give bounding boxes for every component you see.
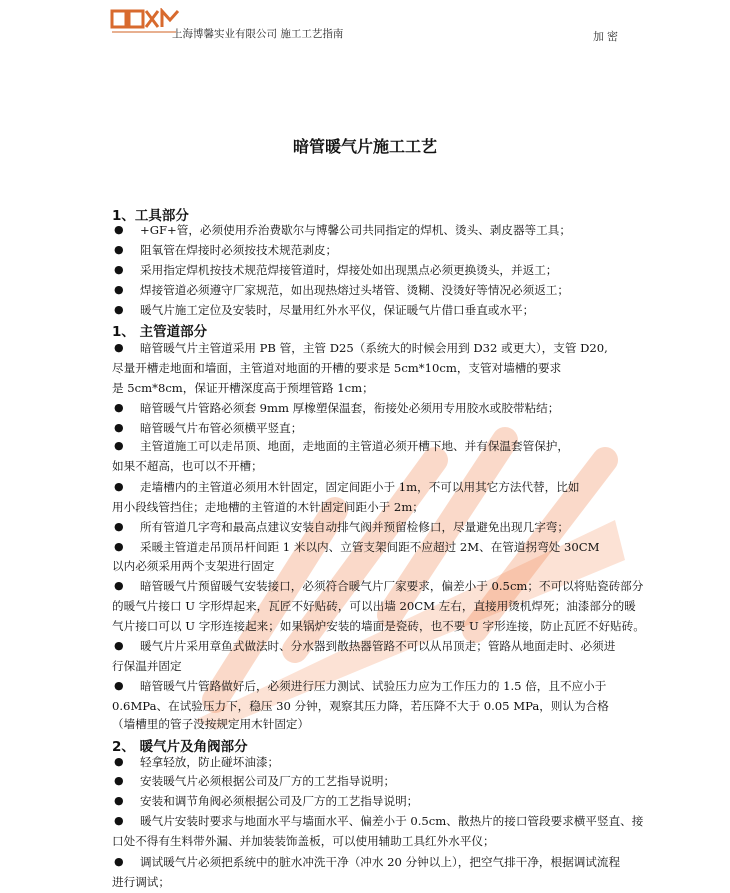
list-item-line: 尽量开槽走地面和墙面，主管道对地面的开槽的要求是 5cm*10cm，支管对墙槽的要求 [112,361,562,375]
list-item-line: 主管道施工可以走吊顶、地面，走地面的主管道必须开槽下地、并有保温套管保护， [140,439,569,453]
bullet-icon: ● [114,401,124,414]
list-item-line: 暗管暖气片管路必须套 9mm 厚橡塑保温套，衔接处必须用专用胶水或胶带粘结； [140,401,560,415]
bullet-icon: ● [114,639,124,652]
list-item-line: 采用指定焊机按技术规范焊接管道时，焊接处如出现黑点必须更换烫头，并返工； [140,263,558,277]
bullet-icon: ● [114,540,124,553]
document-title: 暗管暖气片施工工艺 [292,137,437,156]
bullet-icon: ● [114,243,124,256]
section-heading: 1、工具部分 [112,208,189,224]
section-heading: 1、 主管道部分 [112,324,208,340]
list-item-line: （墙槽里的管子没按规定用木针固定） [112,717,310,731]
company-name: 上海博馨实业有限公司 施工工艺指南 [172,28,344,40]
list-item-line: 以内必须采用两个支架进行固定 [112,559,275,573]
list-item-line: 的暖气片接口 U 字形焊起来，瓦匠不好贴砖，可以出墙 20CM 左右，直接用烫机焊死；油漆部分的暖 [112,599,636,613]
list-item-line: 气片接口可以 U 字形连接起来；如果锅炉安装的墙面是瓷砖，也不要 U 字形连接，防止瓦匠不好贴砖。 [112,619,645,633]
list-item-line: +GF+管，必须使用乔治费歇尔与博馨公司共同指定的焊机、烫头、剥皮器等工具； [140,223,571,237]
bullet-icon: ● [114,480,124,493]
list-item-line: 暖气片施工定位及安装时，尽量用红外水平仪，保证暖气片借口垂直或水平； [140,303,535,317]
list-item-line: 0.6MPa、在试验压力下，稳压 30 分钟，观察其压力降，若压降不大于 0.05 MPa，则认为合格 [112,699,609,713]
list-item-line: 行保温并固定 [112,659,182,673]
bullet-icon: ● [114,814,124,827]
list-item-line: 暖气片安装时要求与地面水平与墙面水平、偏差小于 0.5cm、散热片的接口管段要求横平竖直、接 [140,814,644,828]
list-item-line: 如果不超高，也可以不开槽； [112,459,263,473]
section-heading: 2、 暖气片及角阀部分 [112,739,248,755]
secret-label: 加密 [593,30,621,43]
bullet-icon: ● [114,579,124,592]
list-item-line: 口处不得有生料带外漏、并加装装饰盖板，可以使用辅助工具红外水平仪； [112,834,495,848]
bullet-icon: ● [114,223,124,236]
bullet-icon: ● [114,283,124,296]
list-item-line: 暗管暖气片主管道采用 PB 管，主管 D25（系统大的时候会用到 D32 或更大），支管 D20, [140,341,608,355]
bullet-icon: ● [114,263,124,276]
list-item-line: 暖气片片采用章鱼式做法时、分水器到散热器管路不可以从吊顶走；管路从地面走时、必须进 [140,639,616,653]
list-item-line: 轻拿轻放，防止碰坏油漆； [140,755,280,769]
list-item-line: 调试暖气片必须把系统中的脏水冲洗干净（冲水 20 分钟以上），把空气排干净，根据调试流程 [140,855,621,869]
list-item-line: 是 5cm*8cm，保证开槽深度高于预埋管路 1cm； [112,381,374,395]
bullet-icon: ● [114,855,124,868]
list-item-line: 所有管道几字弯和最高点建议安装自动排气阀并预留检修口，尽量避免出现几字弯； [140,520,569,534]
bullet-icon: ● [114,520,124,533]
list-item-line: 暗管暖气片预留暖气安装接口，必须符合暖气片厂家要求，偏差小于 0.5cm；不可以将贴瓷砖部分 [140,579,644,593]
bullet-icon: ● [114,341,124,354]
bullet-icon: ● [114,439,124,452]
bullet-icon: ● [114,679,124,692]
list-item-line: 走墙槽内的主管道必须用木针固定，固定间距小于 1m，不可以用其它方法代替，比如 [140,480,580,494]
list-item-line: 焊接管道必须遵守厂家规范，如出现热熔过头堵管、烫糊、没烫好等情况必须返工； [140,283,569,297]
bullet-icon: ● [114,774,124,787]
list-item-line: 安装暖气片必须根据公司及厂方的工艺指导说明； [140,774,396,788]
bullet-icon: ● [114,794,124,807]
list-item-line: 安装和调节角阀必须根据公司及厂方的工艺指导说明； [140,794,419,808]
list-item-line: 暗管暖气片布管必须横平竖直； [140,421,303,435]
bullet-icon: ● [114,421,124,434]
bullet-icon: ● [114,303,124,316]
list-item-line: 采暖主管道走吊顶吊杆间距 1 米以内、立管支架间距不应超过 2M、在管道拐弯处 30CM [140,540,600,554]
list-item-line: 暗管暖气片管路做好后，必须进行压力测试、试验压力应为工作压力的 1.5 倍，且不应小于 [140,679,607,693]
bullet-icon: ● [114,755,124,768]
list-item-line: 进行调试； [112,875,170,889]
list-item-line: 用小段线管挡住；走地槽的主管道的木针固定间距小于 2m； [112,500,424,514]
list-item-line: 阻氧管在焊接时必须按技术规范剥皮； [140,243,338,257]
